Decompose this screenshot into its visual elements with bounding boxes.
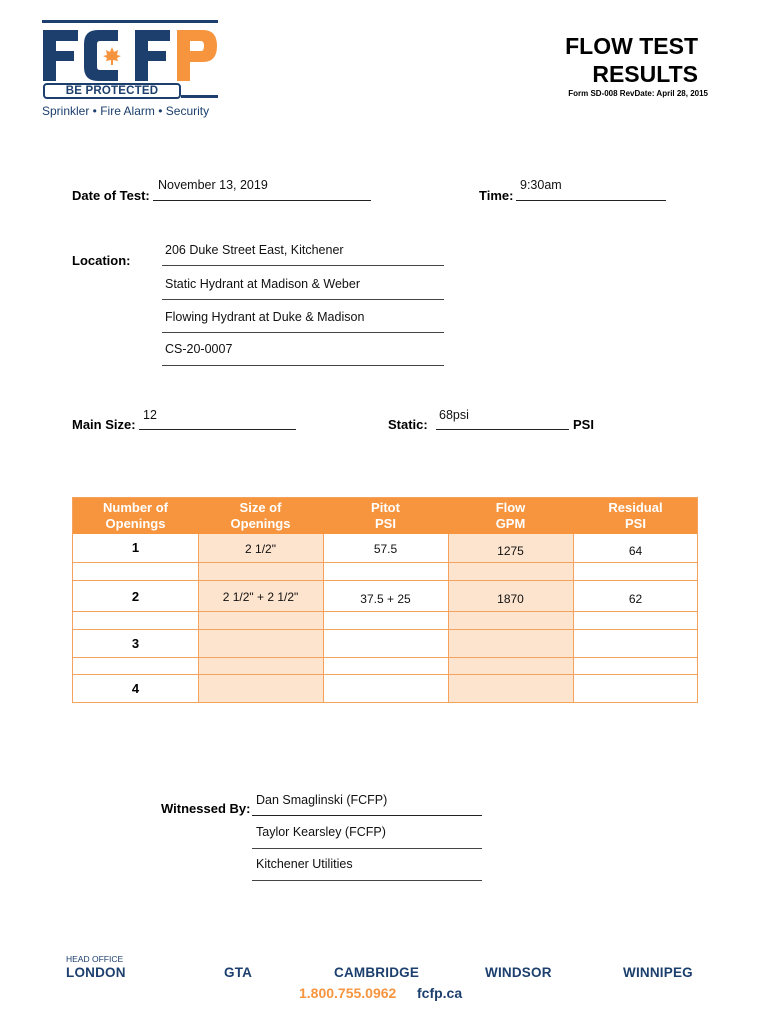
- maple-leaf-icon: [103, 47, 121, 65]
- header-residual-psi: Residual PSI: [608, 500, 663, 531]
- date-label: Date of Test:: [72, 188, 150, 203]
- row-1-residual[interactable]: 64: [628, 544, 643, 558]
- main-size-value[interactable]: 12: [143, 408, 157, 422]
- static-unit: PSI: [573, 417, 594, 432]
- location-underline-1: [162, 265, 444, 266]
- footer-phone[interactable]: 1.800.755.0962: [299, 985, 397, 1001]
- fcfp-logo: [40, 26, 220, 84]
- location-line-3[interactable]: Flowing Hydrant at Duke & Madison: [165, 310, 365, 324]
- header-pitot-psi: Pitot PSI: [371, 500, 400, 531]
- row-divider: [73, 580, 697, 581]
- main-size-underline: [139, 429, 296, 430]
- header-flow-gpm: Flow GPM: [495, 500, 526, 531]
- witness-name-3[interactable]: Kitchener Utilities: [256, 857, 353, 871]
- row-1-pitot[interactable]: 57.5: [373, 542, 398, 556]
- row-divider: [73, 674, 697, 675]
- header-size-of-openings: Size of Openings: [230, 500, 291, 531]
- static-underline: [436, 429, 569, 430]
- row-divider: [73, 611, 697, 612]
- flow-results-table: [72, 497, 698, 703]
- column-divider: [573, 534, 574, 702]
- row-1-number: 1: [131, 540, 140, 555]
- witness-underline-3: [252, 880, 482, 881]
- title-line-2: RESULTS: [592, 61, 698, 87]
- date-value[interactable]: November 13, 2019: [158, 178, 268, 192]
- witness-underline-1: [252, 815, 482, 816]
- head-office-label: HEAD OFFICE: [66, 954, 124, 964]
- column-divider: [198, 534, 199, 702]
- static-label: Static:: [388, 417, 428, 432]
- footer-city-cambridge: CAMBRIDGE: [334, 965, 420, 980]
- title-line-1: FLOW TEST: [565, 33, 698, 59]
- time-underline: [516, 200, 666, 201]
- footer-city-london: LONDON: [66, 965, 126, 980]
- header-number-of-openings: Number of Openings: [103, 500, 168, 531]
- location-underline-3: [162, 332, 444, 333]
- main-size-label: Main Size:: [72, 417, 136, 432]
- row-1-flow[interactable]: 1275: [497, 544, 524, 558]
- witness-name-1[interactable]: Dan Smaglinski (FCFP): [256, 793, 388, 807]
- flow-column-shade: [449, 534, 574, 702]
- footer-city-windsor: WINDSOR: [485, 965, 552, 980]
- logo-tagline: Sprinkler • Fire Alarm • Security: [42, 104, 210, 118]
- row-divider: [73, 657, 697, 658]
- row-4-number: 4: [131, 681, 140, 696]
- logo-badge-rule: [181, 95, 218, 98]
- row-2-size[interactable]: 2 1/2" + 2 1/2": [222, 590, 299, 604]
- logo-top-rule: [42, 20, 218, 23]
- location-underline-4: [162, 365, 444, 366]
- form-reference: Form SD-008 RevDate: April 28, 2015: [568, 89, 708, 98]
- footer-website[interactable]: fcfp.ca: [417, 985, 463, 1001]
- row-divider: [73, 629, 697, 630]
- static-value[interactable]: 68psi: [439, 408, 469, 422]
- location-underline-2: [162, 299, 444, 300]
- row-divider: [73, 562, 697, 563]
- footer-city-winnipeg: WINNIPEG: [623, 965, 693, 980]
- time-value[interactable]: 9:30am: [520, 178, 562, 192]
- row-2-residual[interactable]: 62: [628, 592, 643, 606]
- table-header: [73, 498, 697, 534]
- date-underline: [153, 200, 371, 201]
- time-label: Time:: [479, 188, 514, 203]
- location-line-2[interactable]: Static Hydrant at Madison & Weber: [165, 277, 360, 291]
- location-label: Location:: [72, 253, 131, 268]
- witnessed-by-label: Witnessed By:: [161, 801, 251, 816]
- row-2-pitot[interactable]: 37.5 + 25: [360, 592, 411, 606]
- row-3-number: 3: [131, 636, 140, 651]
- logo-badge: BE PROTECTED: [43, 83, 181, 99]
- column-divider: [448, 534, 449, 702]
- page-title: [565, 32, 698, 88]
- column-divider: [323, 534, 324, 702]
- row-2-flow[interactable]: 1870: [497, 592, 524, 606]
- witness-underline-2: [252, 848, 482, 849]
- footer-city-gta: GTA: [224, 965, 253, 980]
- row-1-size[interactable]: 2 1/2": [245, 542, 276, 556]
- size-column-shade: [199, 534, 324, 702]
- location-line-4[interactable]: CS-20-0007: [165, 342, 233, 356]
- location-line-1[interactable]: 206 Duke Street East, Kitchener: [165, 243, 344, 257]
- witness-name-2[interactable]: Taylor Kearsley (FCFP): [256, 825, 386, 839]
- row-2-number: 2: [131, 589, 140, 604]
